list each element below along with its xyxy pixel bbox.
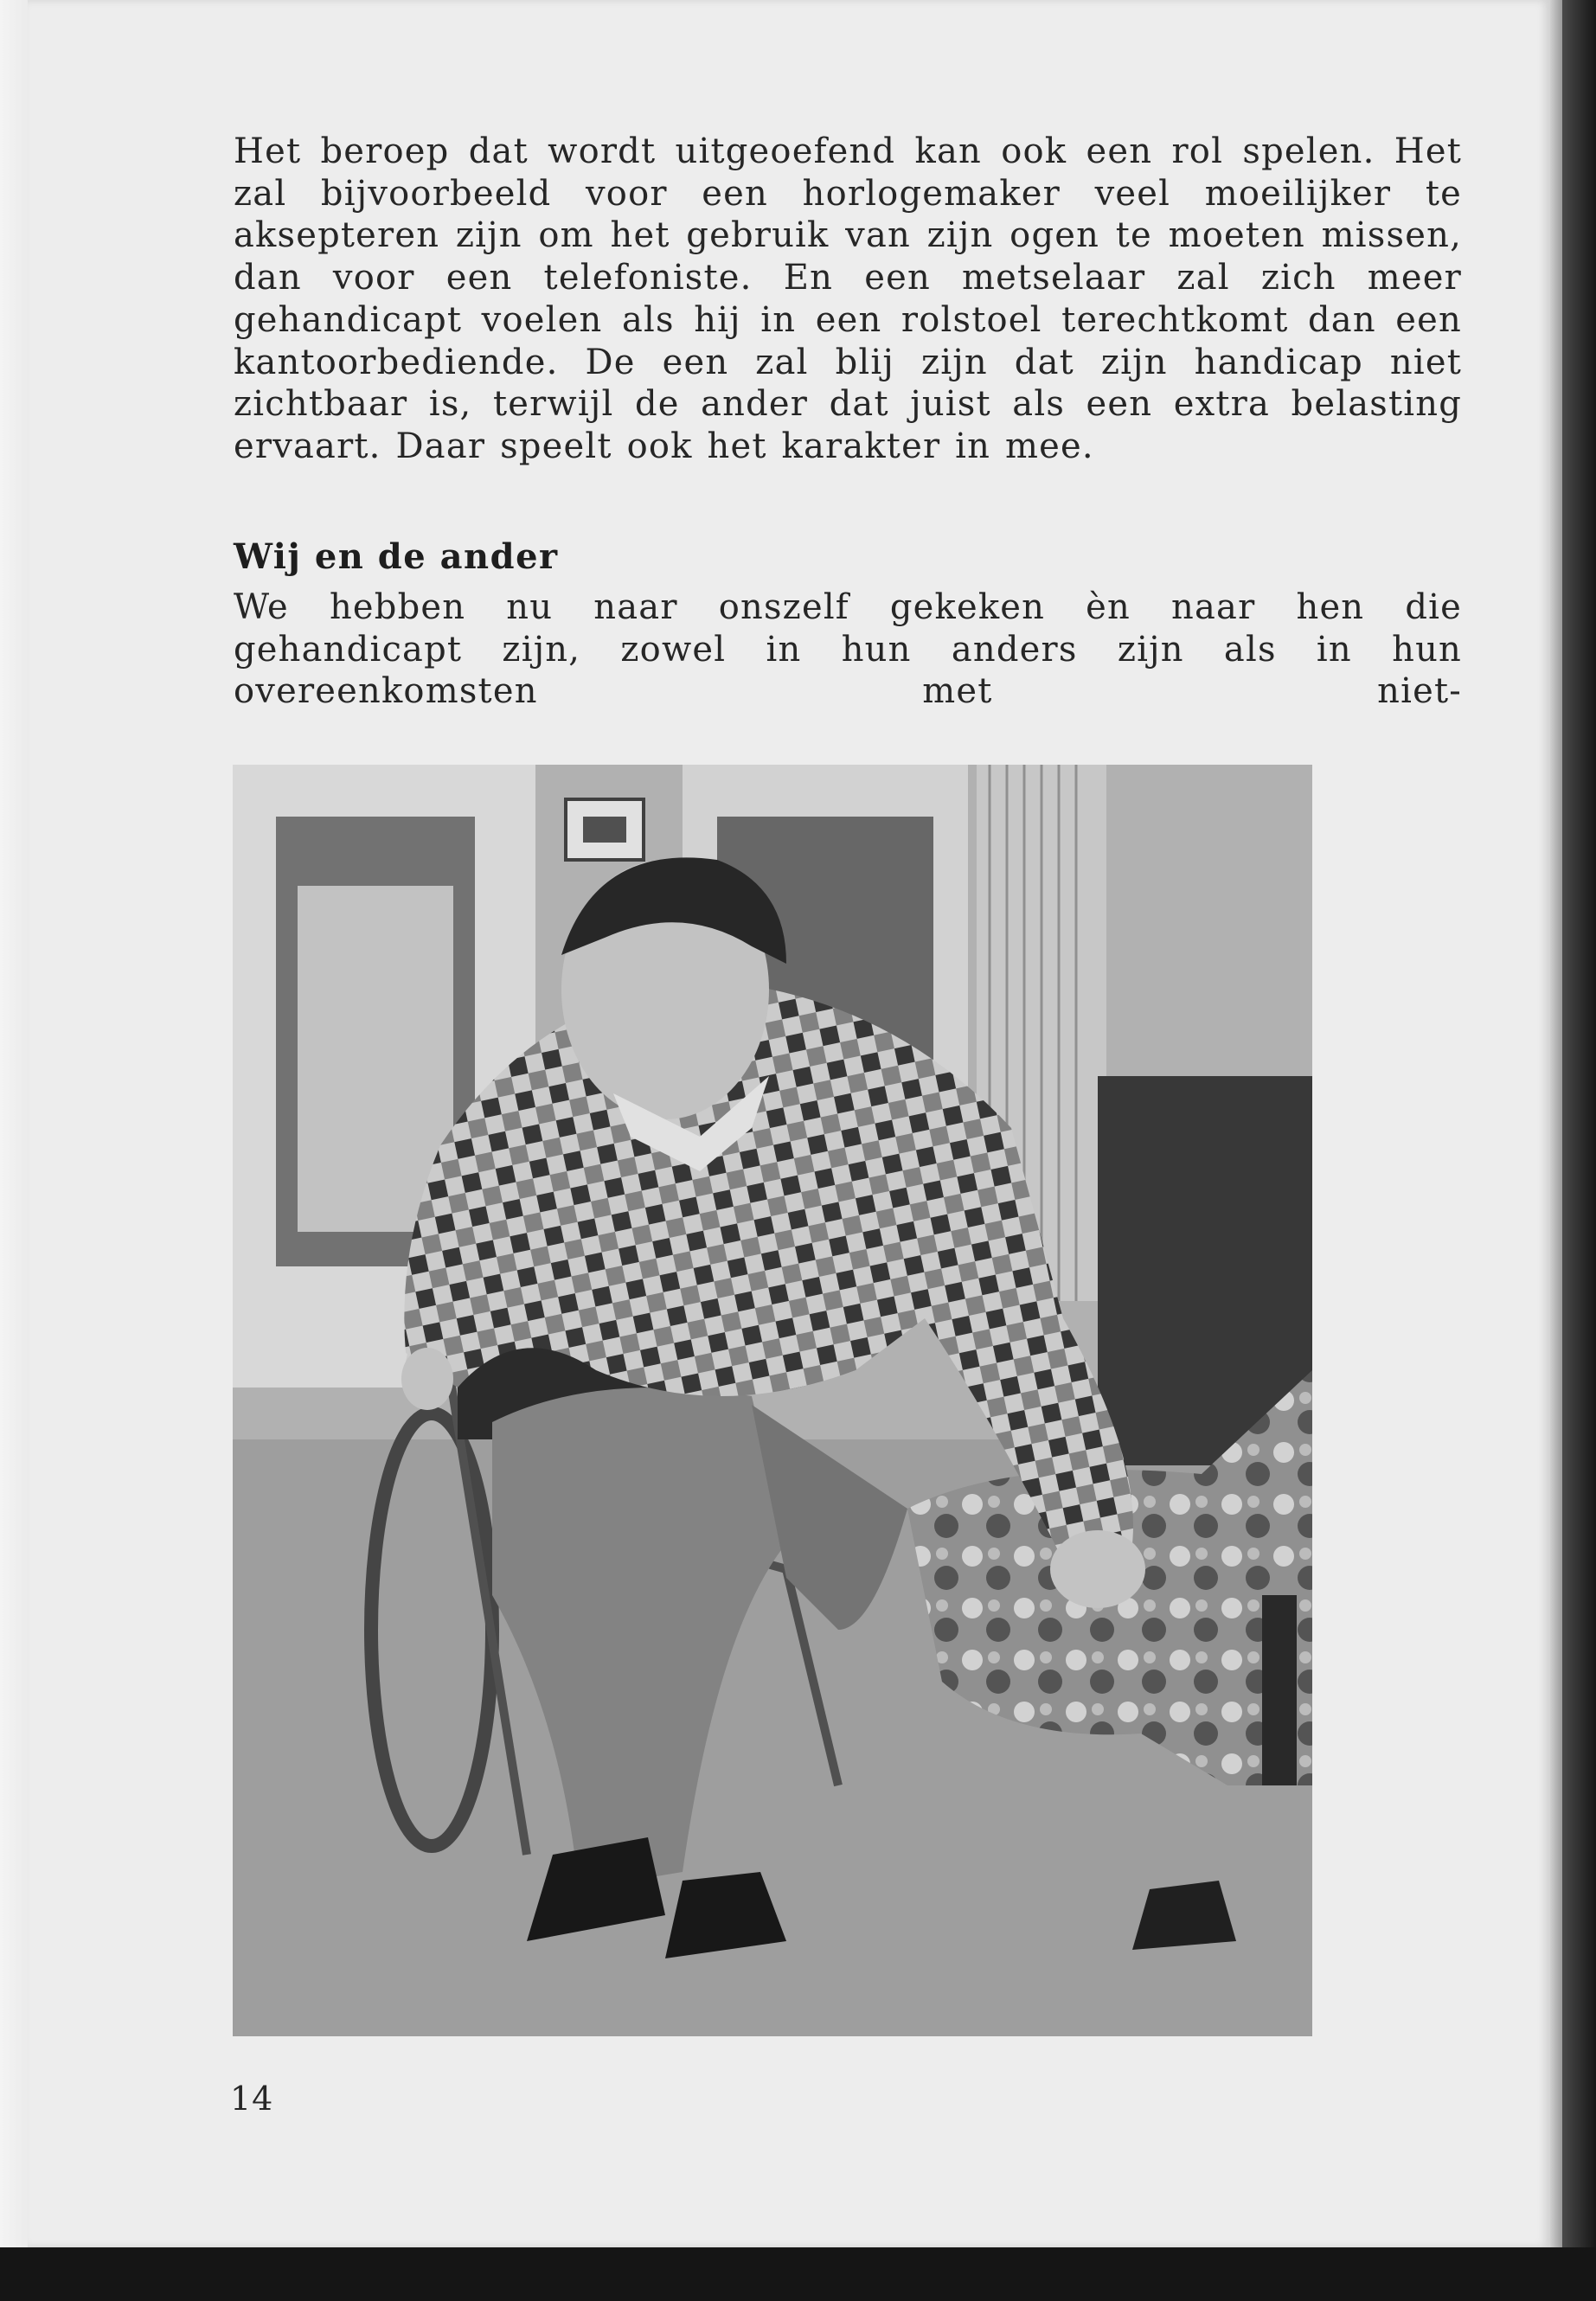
page-edge-shadow [1550, 0, 1562, 2247]
body-paragraph-2: We hebben nu naar onszelf gekeken èn naar hen die gehandicapt zijn, zowel in hun anders zijn als in hun overeenkomsten met niet- [234, 587, 1462, 712]
page-number: 14 [230, 2080, 274, 2118]
section-heading: Wij en de ander [234, 536, 559, 577]
scan-margin-left [0, 0, 28, 2301]
scan-bottom-edge [0, 2247, 1596, 2301]
photo-illustration [233, 765, 1312, 2036]
photo-man-transferring-from-wheelchair [233, 765, 1312, 2036]
body-paragraph-1: Het beroep dat wordt uitgeoefend kan ook een rol spelen. Het zal bijvoorbeeld voor een horlogemaker veel moeilijker te aksepteren zijn om het gebruik van zijn ogen te moeten missen, dan voor een telefoniste. En een metselaar zal zich meer gehandicapt voelen als hij in een rolstoel terechtkomt dan een kantoorbediende. De een zal blij zijn dat zijn handicap niet zichtbaar is, terwijl de ander dat juist als een extra belasting ervaart. Daar speelt ook het karakter in mee. [234, 131, 1462, 466]
book-binding [1562, 0, 1596, 2301]
